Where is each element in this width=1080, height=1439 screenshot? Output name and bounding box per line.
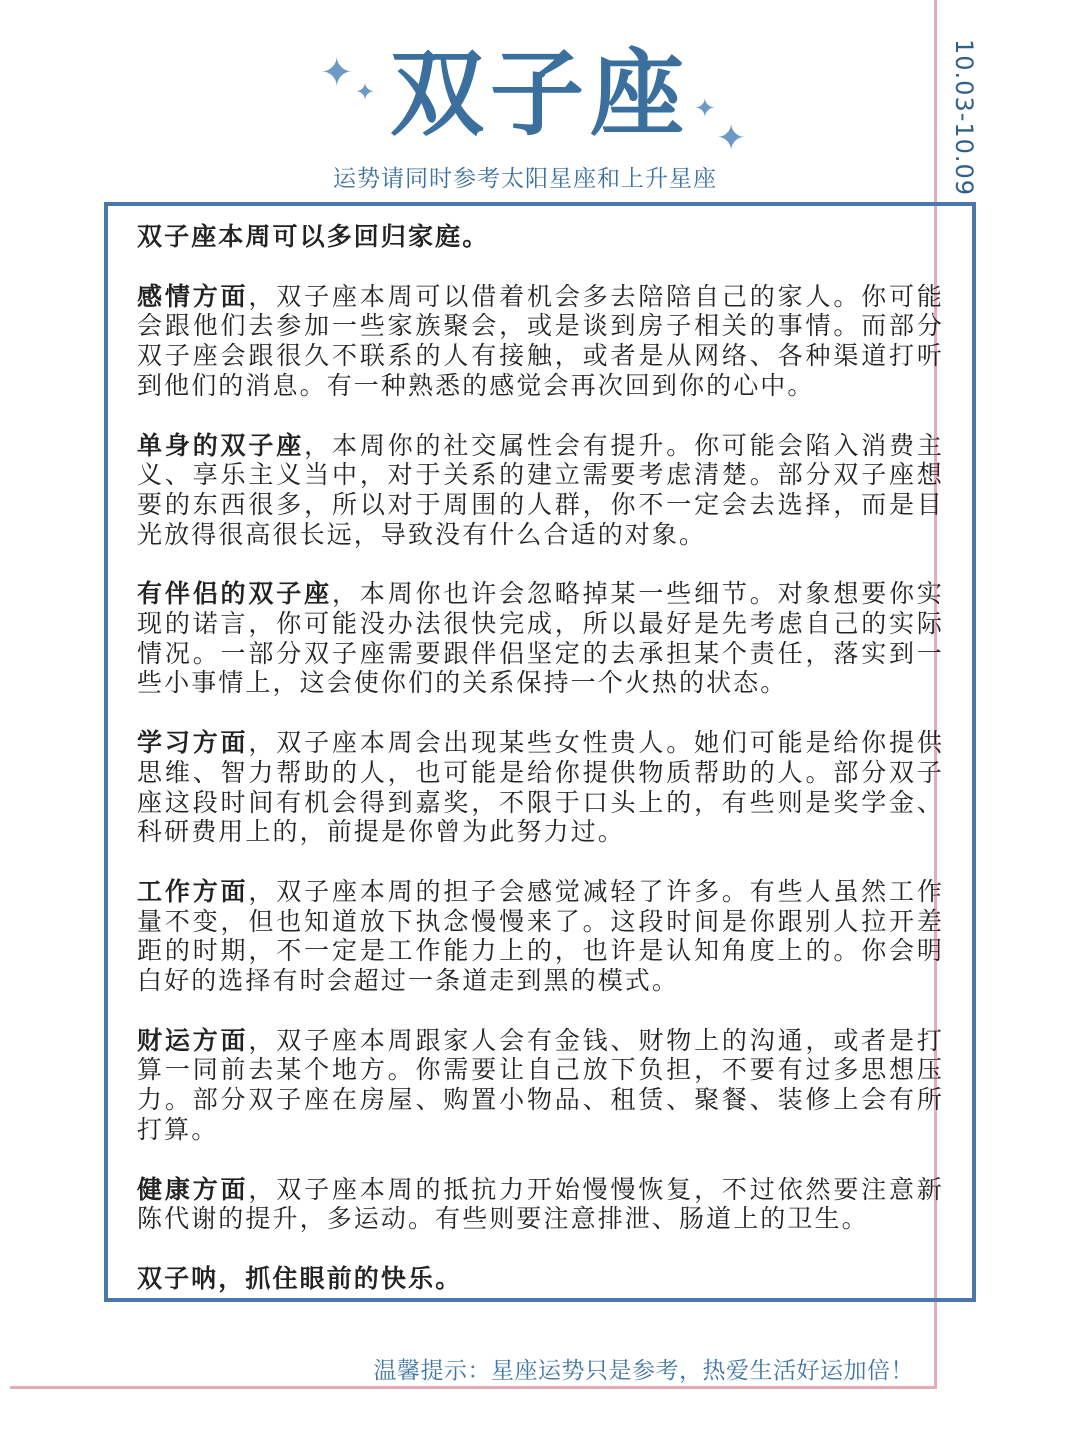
sparkle-icon: ✦ — [716, 118, 747, 159]
sparkle-icon: ✦ — [320, 50, 354, 96]
section-heading: 健康方面 — [137, 1174, 249, 1204]
page-subtitle: 运势请同时参考太阳星座和上升星座 — [333, 166, 717, 192]
date-range: 10.03-10.09 — [950, 39, 978, 197]
intro-line: 双子座本周可以多回归家庭。 — [137, 222, 490, 251]
section-body: ，双子座本周会出现某些女性贵人。她们可能是给你提供思维、智力帮助的人，也可能是给你提供物质帮助的人。部分双子座这段时间有机会得到嘉奖，不限于口头上的，有些则是奖学金、科研费用上的，前提是你曾为此努力过。 — [137, 728, 944, 847]
horoscope-content-box — [104, 202, 976, 1302]
section-heading: 财运方面 — [137, 1025, 249, 1055]
page-title: 双子座 — [389, 40, 690, 149]
sparkle-icon: ✦ — [694, 94, 716, 124]
section-love — [137, 282, 944, 401]
section-heading: 感情方面 — [137, 281, 249, 311]
section-single — [137, 431, 944, 550]
section-health — [137, 1175, 944, 1234]
closing-line: 双子呐，抓住眼前的快乐。 — [137, 1263, 463, 1293]
section-body: ，本周你也许会忽略掉某一些细节。对象想要你实现的诺言，你可能没办法很快完成，所以最好是先考虑自己的实际情况。一部分双子座需要跟伴侣坚定的去承担某个责任，落实到一些小事情上，这会使你们的关系保持一个火热的状态。 — [137, 579, 945, 698]
pink-frame-horizontal-line — [10, 1386, 937, 1389]
section-body: ，双子座本周跟家人会有金钱、财物上的沟通，或者是打算一同前去某个地方。你需要让自己放下负担，不要有过多思想压力。部分双子座在房屋、购置小物品、租赁、聚餐、装修上会有所打算。 — [137, 1025, 944, 1144]
section-body: ，双子座本周的担子会感觉减轻了许多。有些人虽然工作量不变，但也知道放下执念慢慢来了。这段时间是你跟别人拉开差距的时期，不一定是工作能力上的，也许是认知角度上的。你会明白好的选择有时会超过一条道走到黑的模式。 — [137, 876, 944, 996]
section-heading: 工作方面 — [137, 876, 249, 906]
section-wealth — [137, 1026, 944, 1145]
section-body: ，本周你的社交属性会有提升。你可能会陷入消费主义、享乐主义当中，对于关系的建立需要考虑清楚。部分双子座想要的东西很多，所以对于周围的人群，你不一定会去选择，而是目光放得很高很长远，导致没有什么合适的对象。 — [137, 430, 944, 549]
section-couple — [137, 579, 944, 698]
section-body: ，双子座本周的抵抗力开始慢慢恢复，不过依然要注意新陈代谢的提升，多运动。有些则要注意排泄、肠道上的卫生。 — [137, 1174, 944, 1234]
section-heading: 单身的双子座 — [137, 430, 305, 460]
sparkle-icon: ✦ — [355, 78, 376, 106]
section-heading: 学习方面 — [137, 728, 249, 758]
footer-tip: 温馨提示：星座运势只是参考，热爱生活好运加倍！ — [373, 1358, 914, 1384]
section-study — [137, 728, 944, 847]
section-work — [137, 877, 944, 996]
section-body: ，双子座本周可以借着机会多去陪陪自己的家人。你可能会跟他们去参加一些家族聚会，或是谈到房子相关的事情。而部分双子座会跟很久不联系的人有接触，或者是从网络、各种渠道打听到他们的消息。有一种熟悉的感觉会再次回到你的心中。 — [137, 281, 944, 400]
section-heading: 有伴侣的双子座 — [137, 579, 332, 609]
